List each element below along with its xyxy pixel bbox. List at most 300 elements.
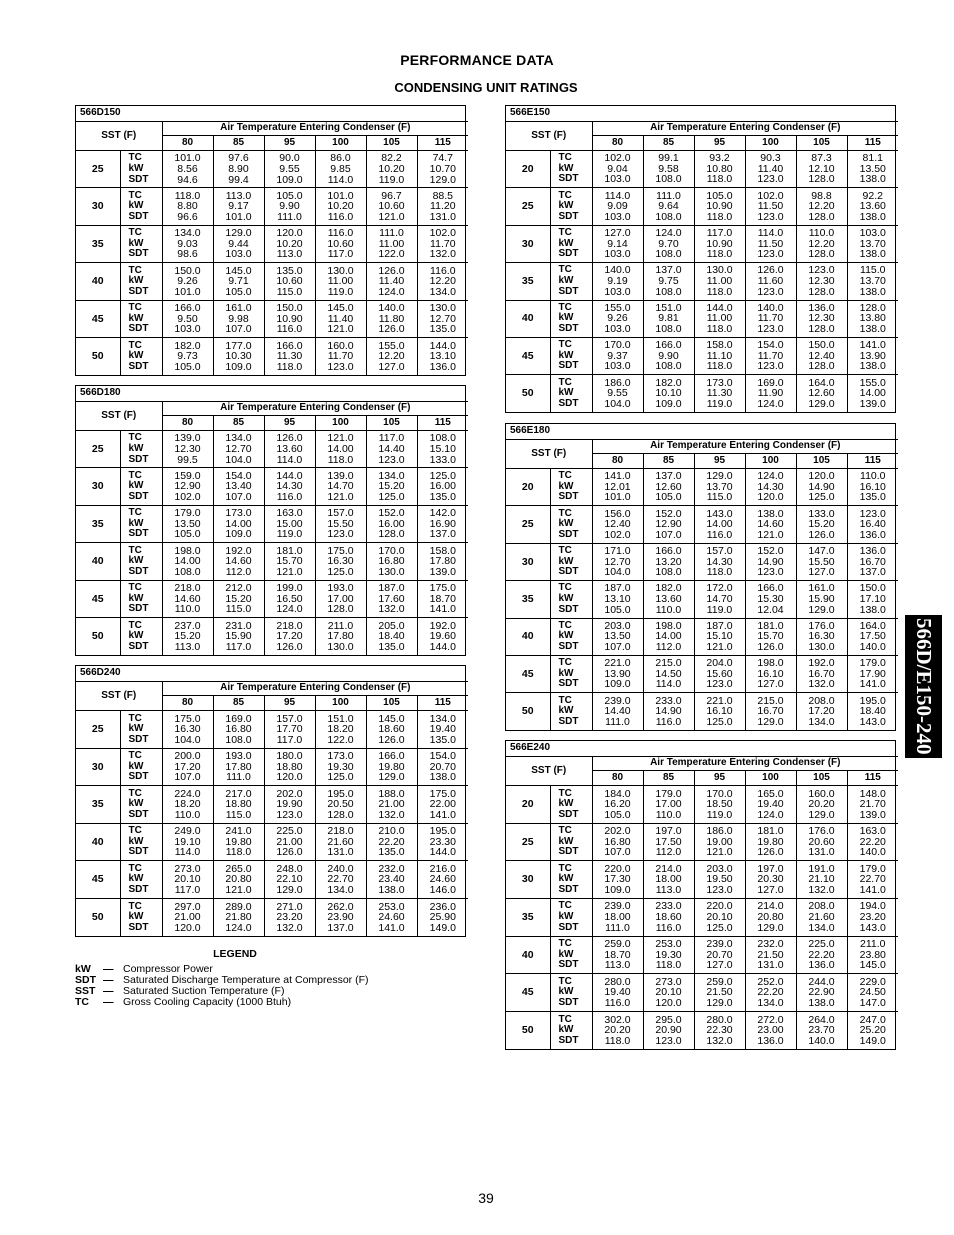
value-kw: 17.00 [655, 798, 682, 811]
value-cell [162, 861, 213, 899]
value-cell [643, 974, 694, 1012]
table-row [506, 974, 898, 1012]
value-kw: 11.10 [706, 349, 733, 362]
value-sdt: 136.0 [808, 959, 835, 972]
value-cell [162, 151, 213, 188]
value-kw: 11.70 [757, 312, 784, 325]
table-model-name: 566D180 [76, 386, 468, 402]
value-cell [264, 898, 315, 936]
value-kw: 23.20 [859, 911, 886, 924]
value-kw: 16.70 [808, 667, 835, 680]
value-tc: 125.0 [429, 469, 456, 482]
column-header: 80 [592, 771, 643, 786]
value-cell [315, 711, 366, 749]
value-tc: 145.0 [327, 301, 354, 314]
table-row [76, 580, 468, 617]
sst-value: 45 [506, 337, 550, 374]
value-cell [694, 151, 745, 188]
value-cell [213, 225, 264, 262]
value-sdt: 135.0 [378, 846, 405, 859]
value-kw: 20.10 [655, 986, 682, 999]
sst-value: 20 [506, 469, 550, 506]
value-kw: 15.00 [276, 517, 303, 530]
value-cell [315, 618, 366, 655]
value-sdt: 105.0 [174, 528, 201, 541]
value-tc: 136.0 [859, 545, 886, 558]
value-cell [592, 543, 643, 580]
value-tc: 187.0 [378, 581, 405, 594]
value-kw: 20.70 [429, 760, 456, 773]
value-sdt: 103.0 [604, 210, 631, 223]
value-tc: 176.0 [808, 825, 835, 838]
value-tc: 170.0 [706, 787, 733, 800]
value-cell [643, 618, 694, 655]
value-tc: 82.2 [381, 152, 402, 165]
value-sdt: 107.0 [174, 771, 201, 784]
value-kw: 11.30 [276, 350, 303, 363]
value-tc: 195.0 [327, 787, 354, 800]
value-kw: 9.90 [658, 349, 679, 362]
value-cell [643, 263, 694, 300]
value-tc: 172.0 [706, 582, 733, 595]
value-kw: 11.70 [757, 349, 784, 362]
value-cell [745, 693, 796, 730]
value-cell [592, 1011, 643, 1049]
value-tc: 157.0 [706, 545, 733, 558]
value-kw: 16.30 [327, 555, 354, 568]
value-kw: 12.60 [808, 387, 835, 400]
value-tc: 199.0 [276, 581, 303, 594]
value-sdt: 134.0 [808, 921, 835, 934]
value-kw: 12.90 [174, 480, 201, 493]
value-tc: 175.0 [327, 544, 354, 557]
value-tc: 192.0 [429, 619, 456, 632]
value-kw: 17.80 [225, 760, 252, 773]
column-header: 85 [213, 416, 264, 431]
value-sdt: 123.0 [757, 323, 784, 336]
value-sdt: 129.0 [808, 398, 835, 411]
value-sdt: 113.0 [276, 248, 303, 261]
value-tc: 232.0 [757, 938, 784, 951]
air-temp-header: Air Temperature Entering Condenser (F) [592, 440, 898, 454]
value-cell [366, 543, 417, 580]
value-cell [315, 786, 366, 824]
value-tc: 184.0 [604, 787, 631, 800]
value-kw: 9.03 [177, 237, 198, 250]
value-tc: 202.0 [604, 825, 631, 838]
column-header: 85 [213, 696, 264, 711]
row-metric-labels: TC kW SDT [550, 618, 592, 655]
value-sdt: 132.0 [808, 884, 835, 897]
value-sdt: 123.0 [378, 453, 405, 466]
table-row [76, 468, 468, 505]
table-row [76, 225, 468, 262]
row-metric-labels: TC kW SDT [120, 618, 162, 655]
value-sdt: 134.0 [429, 285, 456, 298]
value-kw: 14.30 [757, 480, 784, 493]
value-cell [213, 505, 264, 542]
value-cell [847, 936, 898, 974]
value-sdt: 126.0 [276, 640, 303, 653]
value-kw: 10.60 [378, 200, 405, 213]
value-sdt: 138.0 [429, 771, 456, 784]
value-sdt: 99.4 [228, 173, 249, 186]
value-cell [694, 936, 745, 974]
value-tc: 87.3 [811, 152, 832, 165]
value-tc: 144.0 [706, 301, 733, 314]
value-sdt: 115.0 [225, 603, 252, 616]
row-metric-labels: TC kW SDT [550, 786, 592, 824]
value-tc: 157.0 [276, 712, 303, 725]
value-sdt: 109.0 [655, 398, 682, 411]
value-sdt: 118.0 [604, 1034, 631, 1047]
column-header: 85 [643, 771, 694, 786]
value-kw: 12.20 [429, 275, 456, 288]
value-cell [643, 823, 694, 861]
value-kw: 21.50 [706, 986, 733, 999]
value-cell [796, 823, 847, 861]
value-cell [643, 225, 694, 262]
sst-value: 30 [506, 543, 550, 580]
value-sdt: 145.0 [859, 959, 886, 972]
value-kw: 18.60 [655, 911, 682, 924]
column-header: 115 [417, 416, 468, 431]
value-kw: 9.04 [607, 162, 628, 175]
value-cell [264, 300, 315, 337]
legend-dash: — [103, 996, 114, 1008]
value-kw: 11.00 [706, 312, 733, 325]
value-tc: 140.0 [604, 264, 631, 277]
value-tc: 134.0 [429, 712, 456, 725]
value-sdt: 128.0 [327, 808, 354, 821]
value-sdt: 107.0 [604, 641, 631, 654]
value-sdt: 120.0 [276, 771, 303, 784]
row-metric-labels: TC kW SDT [120, 225, 162, 262]
row-metric-labels: TC kW SDT [120, 300, 162, 337]
table-row [76, 786, 468, 824]
value-cell [847, 375, 898, 412]
value-cell [417, 263, 468, 300]
value-kw: 19.30 [655, 948, 682, 961]
ratings-table-566d240 [75, 665, 466, 937]
value-kw: 14.00 [706, 518, 733, 531]
value-sdt: 101.0 [604, 491, 631, 504]
value-sdt: 127.0 [808, 566, 835, 579]
value-tc: 164.0 [808, 376, 835, 389]
air-temp-header: Air Temperature Entering Condenser (F) [592, 122, 898, 136]
value-tc: 244.0 [808, 975, 835, 988]
column-header: 85 [213, 136, 264, 151]
value-kw: 10.10 [655, 387, 682, 400]
value-sdt: 132.0 [378, 603, 405, 616]
value-sdt: 121.0 [706, 641, 733, 654]
value-sdt: 136.0 [859, 528, 886, 541]
value-tc: 177.0 [225, 339, 252, 352]
value-kw: 14.70 [706, 593, 733, 606]
value-sdt: 135.0 [859, 491, 886, 504]
value-sdt: 113.0 [174, 640, 201, 653]
value-kw: 22.20 [808, 948, 835, 961]
table-row [506, 786, 898, 824]
value-cell [796, 225, 847, 262]
value-sdt: 117.0 [174, 883, 201, 896]
legend-abbr: SST [75, 985, 96, 997]
ratings-table-566d150 [75, 105, 466, 376]
value-cell [315, 543, 366, 580]
value-tc: 221.0 [604, 657, 631, 670]
column-header: 105 [366, 416, 417, 431]
value-tc: 173.0 [706, 376, 733, 389]
value-kw: 9.71 [228, 275, 249, 288]
value-tc: 181.0 [276, 544, 303, 557]
value-sdt: 129.0 [808, 808, 835, 821]
value-cell [315, 748, 366, 786]
value-sdt: 123.0 [757, 285, 784, 298]
value-tc: 137.0 [655, 264, 682, 277]
value-tc: 134.0 [378, 469, 405, 482]
value-cell [745, 225, 796, 262]
value-tc: 239.0 [604, 694, 631, 707]
value-sdt: 116.0 [604, 996, 631, 1009]
value-kw: 10.20 [276, 237, 303, 250]
value-cell [592, 936, 643, 974]
value-kw: 19.60 [429, 630, 456, 643]
value-cell [796, 693, 847, 730]
value-sdt: 132.0 [429, 248, 456, 261]
value-sdt: 118.0 [706, 210, 733, 223]
value-cell [162, 580, 213, 617]
value-kw: 19.90 [276, 798, 303, 811]
value-cell [592, 786, 643, 824]
value-sdt: 129.0 [378, 771, 405, 784]
value-cell [592, 693, 643, 730]
value-sdt: 129.0 [808, 603, 835, 616]
value-cell [315, 505, 366, 542]
value-kw: 13.60 [655, 593, 682, 606]
value-kw: 17.80 [327, 630, 354, 643]
value-tc: 133.0 [808, 507, 835, 520]
value-tc: 211.0 [327, 619, 354, 632]
value-cell [213, 300, 264, 337]
value-kw: 9.81 [658, 312, 679, 325]
value-cell [366, 861, 417, 899]
table-row [76, 711, 468, 749]
table-row [76, 748, 468, 786]
value-cell [592, 655, 643, 692]
table-row [506, 506, 898, 543]
value-cell [264, 580, 315, 617]
value-tc: 198.0 [174, 544, 201, 557]
value-tc: 99.1 [658, 152, 679, 165]
sst-value: 40 [506, 618, 550, 655]
value-sdt: 104.0 [604, 398, 631, 411]
value-kw: 10.30 [225, 350, 252, 363]
value-kw: 13.60 [859, 200, 886, 213]
value-cell [213, 151, 264, 188]
value-cell [366, 263, 417, 300]
value-kw: 16.10 [859, 480, 886, 493]
value-kw: 12.01 [604, 480, 631, 493]
value-tc: 247.0 [859, 1013, 886, 1026]
value-sdt: 119.0 [327, 285, 354, 298]
value-cell [847, 469, 898, 506]
value-cell [643, 337, 694, 374]
value-sdt: 130.0 [327, 640, 354, 653]
side-tab [905, 615, 942, 758]
sst-value: 50 [76, 618, 120, 655]
value-cell [213, 188, 264, 225]
row-metric-labels: TC kW SDT [120, 543, 162, 580]
value-sdt: 118.0 [706, 566, 733, 579]
value-sdt: 110.0 [655, 603, 682, 616]
value-kw: 12.20 [808, 200, 835, 213]
value-kw: 9.55 [607, 387, 628, 400]
sst-value: 35 [506, 581, 550, 618]
value-kw: 14.60 [225, 555, 252, 568]
value-tc: 121.0 [327, 432, 354, 445]
value-cell [417, 580, 468, 617]
row-metric-labels: TC kW SDT [120, 711, 162, 749]
value-sdt: 99.5 [177, 453, 198, 466]
value-cell [643, 655, 694, 692]
sst-header: SST (F) [76, 122, 162, 151]
value-kw: 16.70 [757, 705, 784, 718]
value-kw: 13.50 [859, 162, 886, 175]
value-sdt: 122.0 [378, 248, 405, 261]
value-cell [366, 188, 417, 225]
value-kw: 11.40 [327, 312, 354, 325]
table-row [506, 936, 898, 974]
value-cell [213, 748, 264, 786]
value-tc: 108.0 [429, 432, 456, 445]
value-cell [213, 338, 264, 375]
table-row [76, 898, 468, 936]
value-cell [796, 899, 847, 937]
value-kw: 9.26 [607, 312, 628, 325]
value-cell [366, 786, 417, 824]
value-kw: 23.90 [327, 911, 354, 924]
sst-value: 40 [76, 823, 120, 861]
value-sdt: 123.0 [706, 884, 733, 897]
value-tc: 88.5 [432, 189, 454, 202]
value-kw: 13.90 [859, 349, 886, 362]
sst-header: SST (F) [506, 440, 592, 469]
value-sdt: 132.0 [808, 678, 835, 691]
value-tc: 232.0 [378, 862, 405, 875]
value-kw: 11.20 [430, 200, 456, 213]
value-sdt: 131.0 [429, 210, 456, 223]
value-sdt: 120.0 [174, 921, 201, 934]
value-kw: 21.50 [757, 948, 784, 961]
value-cell [745, 263, 796, 300]
value-tc: 154.0 [225, 469, 252, 482]
value-cell [745, 936, 796, 974]
table-row [506, 469, 898, 506]
value-sdt: 118.0 [706, 285, 733, 298]
column-header: 100 [745, 136, 796, 151]
value-kw: 17.30 [604, 873, 631, 886]
value-kw: 10.80 [706, 162, 733, 175]
value-cell [643, 861, 694, 899]
row-metric-labels: TC kW SDT [120, 188, 162, 225]
value-tc: 145.0 [378, 712, 405, 725]
value-cell [366, 468, 417, 505]
value-cell [847, 581, 898, 618]
value-kw: 15.30 [757, 593, 784, 606]
value-tc: 237.0 [174, 619, 201, 632]
value-tc: 214.0 [655, 862, 682, 875]
value-cell [847, 974, 898, 1012]
value-tc: 273.0 [655, 975, 682, 988]
value-cell [162, 188, 213, 225]
value-cell [592, 225, 643, 262]
value-tc: 193.0 [327, 581, 354, 594]
legend-dash: — [103, 974, 114, 986]
value-kw: 25.90 [429, 911, 456, 924]
value-cell [315, 580, 366, 617]
value-tc: 180.0 [276, 750, 303, 763]
table-row [76, 431, 468, 468]
value-sdt: 135.0 [429, 323, 456, 336]
value-sdt: 130.0 [378, 565, 405, 578]
sst-value: 45 [76, 300, 120, 337]
value-kw: 19.30 [327, 760, 354, 773]
value-sdt: 121.0 [757, 528, 784, 541]
value-cell [162, 786, 213, 824]
value-sdt: 129.0 [276, 883, 303, 896]
value-cell [592, 151, 643, 188]
value-tc: 134.0 [225, 432, 252, 445]
value-cell [643, 300, 694, 337]
sst-value: 25 [76, 151, 120, 188]
value-cell [694, 861, 745, 899]
value-tc: 102.0 [429, 227, 456, 240]
table-row [76, 543, 468, 580]
value-tc: 179.0 [859, 862, 886, 875]
value-sdt: 128.0 [808, 173, 835, 186]
value-cell [213, 823, 264, 861]
value-kw: 9.70 [658, 237, 679, 250]
value-kw: 9.98 [228, 312, 249, 325]
column-header: 115 [417, 136, 468, 151]
value-cell [417, 618, 468, 655]
value-sdt: 123.0 [757, 566, 784, 579]
value-sdt: 143.0 [859, 921, 886, 934]
sst-value: 20 [506, 786, 550, 824]
value-tc: 182.0 [655, 376, 682, 389]
value-sdt: 116.0 [655, 921, 682, 934]
value-kw: 12.60 [655, 480, 682, 493]
value-kw: 12.70 [225, 442, 252, 455]
value-sdt: 108.0 [655, 173, 682, 186]
value-kw: 24.60 [378, 911, 405, 924]
table-row [76, 823, 468, 861]
value-sdt: 115.0 [276, 285, 303, 298]
value-cell [162, 505, 213, 542]
value-cell [847, 823, 898, 861]
value-sdt: 147.0 [859, 996, 886, 1009]
value-kw: 20.70 [706, 948, 733, 961]
row-metric-labels: TC kW SDT [550, 823, 592, 861]
value-sdt: 123.0 [327, 360, 354, 373]
value-sdt: 137.0 [429, 528, 456, 541]
sst-value: 30 [76, 748, 120, 786]
value-cell [745, 823, 796, 861]
value-cell [847, 337, 898, 374]
value-tc: 151.0 [327, 712, 354, 725]
value-sdt: 126.0 [378, 323, 405, 336]
value-kw: 12.70 [604, 555, 631, 568]
